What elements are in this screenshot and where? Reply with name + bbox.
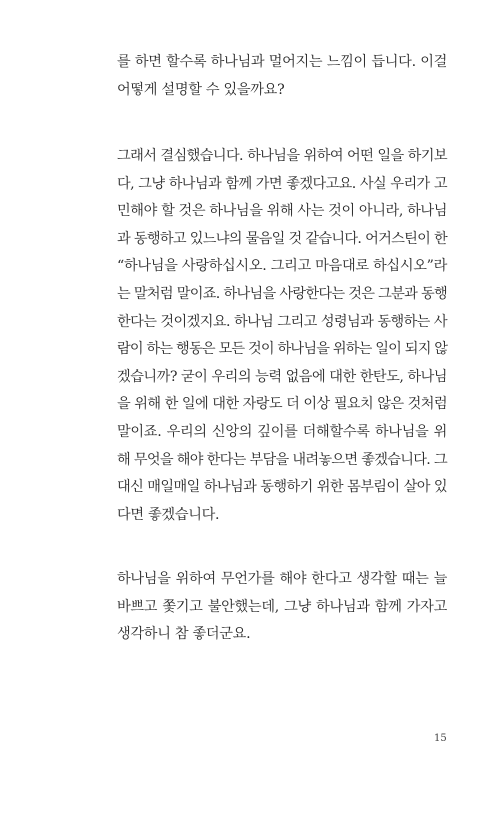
- text-line: 바쁘고 쫓기고 불안했는데, 그냥 하나님과 함께 가자고: [117, 598, 447, 615]
- text-line: 생각하니 참 좋더군요.: [117, 626, 251, 643]
- text-line: 를 하면 할수록 하나님과 멀어지는 느낌이 듭니다. 이걸: [117, 54, 447, 70]
- text-line: 말이죠. 우리의 신앙의 깊이를 더해할수록 하나님을 위: [117, 423, 447, 440]
- paragraph-3: [117, 566, 447, 649]
- text-line: “하나님을 사랑하십시오. 그리고 마음대로 하십시오”라: [117, 258, 447, 275]
- text-line: 다, 그냥 하나님과 함께 가면 좋겠다고요. 사실 우리가 고: [117, 175, 447, 192]
- text-line: 다면 좋겠습니다.: [117, 506, 220, 523]
- paragraph-1: [117, 49, 447, 104]
- paragraph-2: [117, 143, 447, 529]
- text-line: 을 위해 한 일에 대한 자랑도 더 이상 필요치 않은 것처럼: [117, 396, 447, 413]
- text-line: 하나님을 위하여 무언가를 해야 한다고 생각할 때는 늘: [117, 571, 447, 587]
- text-line: 겠습니까? 굳이 우리의 능력 없음에 대한 한탄도, 하나님: [117, 368, 447, 385]
- text-line: 민해야 할 것은 하나님을 위해 사는 것이 아니라, 하나님: [117, 203, 447, 220]
- text-line: 그래서 결심했습니다. 하나님을 위하여 어떤 일을 하기보: [117, 148, 447, 164]
- text-line: 람이 하는 행동은 모든 것이 하나님을 위하는 일이 되지 않: [117, 341, 448, 358]
- text-line: 어떻게 설명할 수 있을까요?: [117, 81, 285, 98]
- page-number: 15: [434, 733, 447, 744]
- text-line: 과 동행하고 있느냐의 물음일 것 같습니다. 어거스틴이 한: [117, 230, 447, 247]
- text-line: 해 무엇을 해야 한다는 부담을 내려놓으면 좋겠습니다. 그: [117, 451, 447, 468]
- text-line: 대신 매일매일 하나님과 동행하기 위한 몸부림이 살아 있: [117, 479, 447, 496]
- text-line: 는 말처럼 말이죠. 하나님을 사랑한다는 것은 그분과 동행: [117, 285, 447, 302]
- text-line: 한다는 것이겠지요. 하나님 그리고 성령님과 동행하는 사: [117, 313, 447, 330]
